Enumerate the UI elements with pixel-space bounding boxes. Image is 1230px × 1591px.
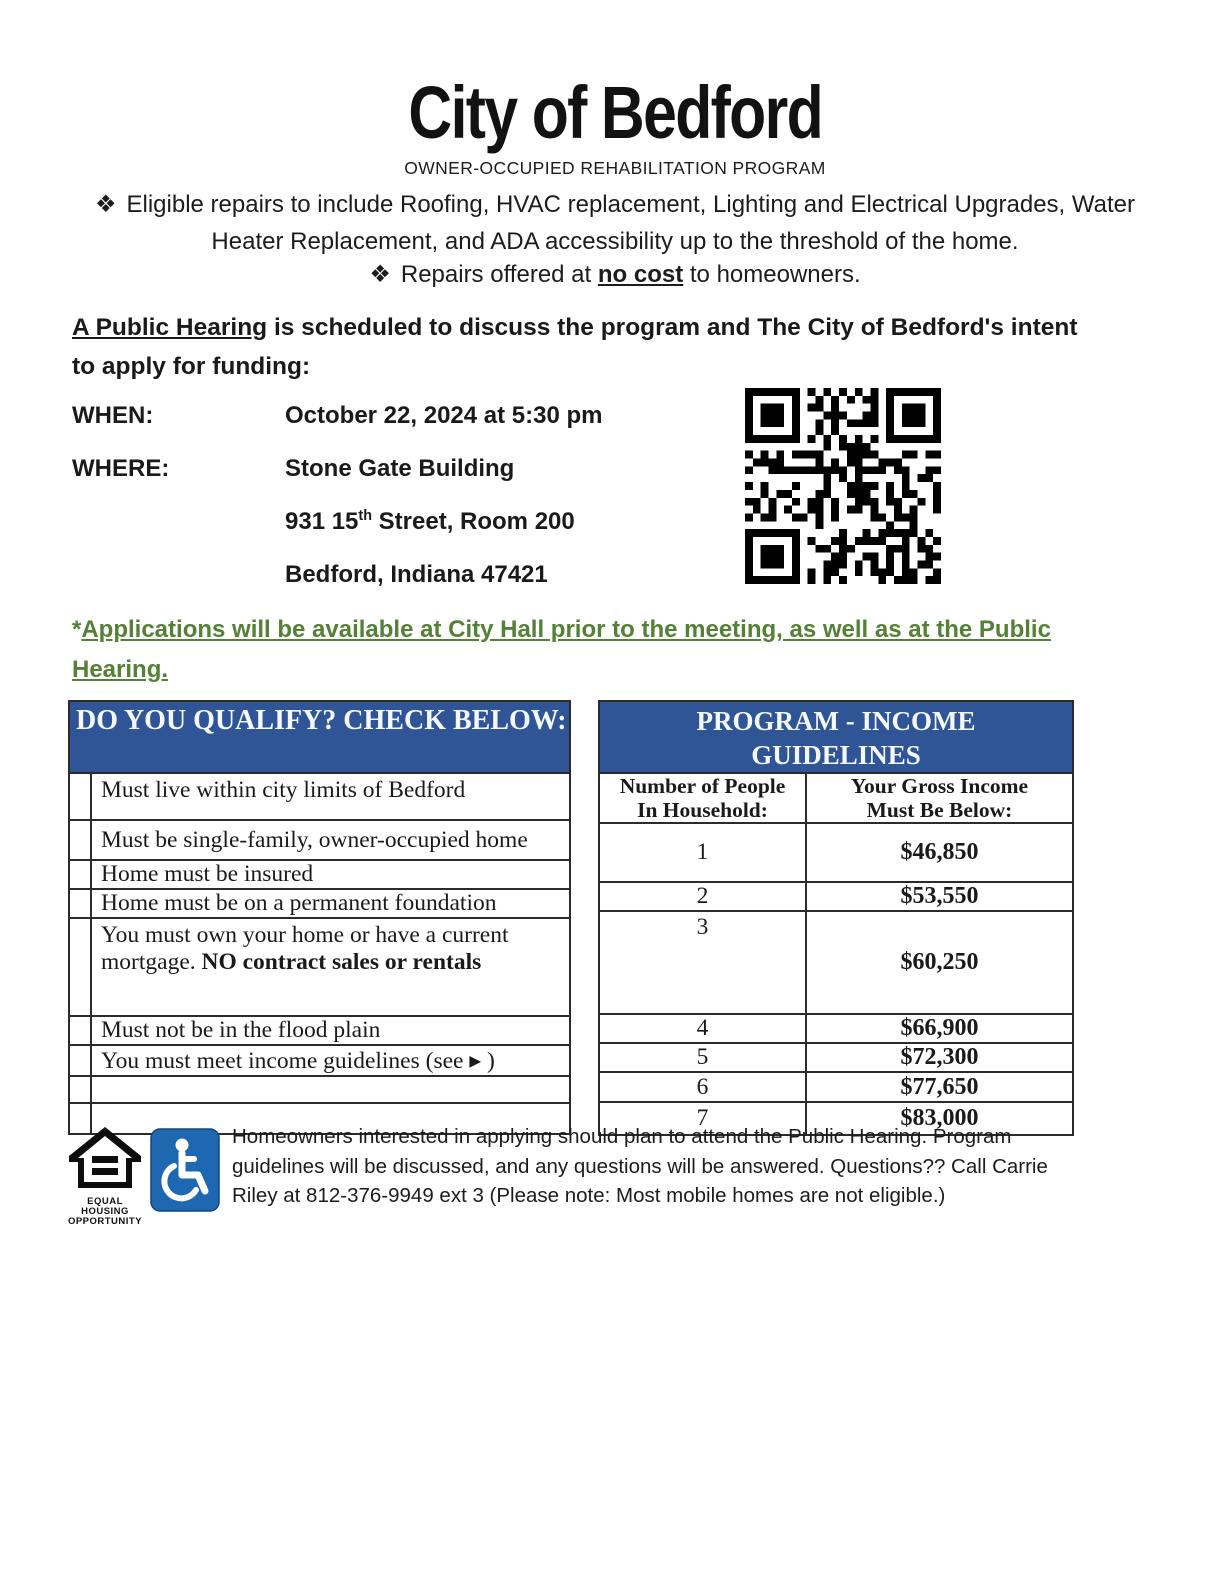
- col-income-header: Your Gross Income Must Be Below:: [806, 773, 1073, 823]
- checkbox-cell[interactable]: [69, 1045, 91, 1076]
- qualify-row: [69, 820, 570, 860]
- program-subtitle: OWNER-OCCUPIED REHABILITATION PROGRAM: [404, 158, 826, 178]
- equal-housing-house-icon: [66, 1126, 144, 1192]
- no-cost-emphasis: no cost: [597, 261, 684, 288]
- checkbox-cell[interactable]: [69, 820, 91, 860]
- income-limit: $60,250: [806, 911, 1073, 1014]
- col-people-header: Number of People In Household:: [599, 773, 806, 823]
- people-count: 3: [599, 911, 806, 1014]
- income-limit: $53,550: [806, 882, 1073, 911]
- qualify-text-bold: NO contract sales or rentals: [201, 949, 482, 975]
- eligible-repairs-text: Eligible repairs to include Roofing, HVAC replacement, Lighting and Electrical Upgrades, Water Heater Replacement, and ADA accessibility up to the threshold of the home.: [126, 191, 1136, 255]
- people-count: 7: [599, 1102, 806, 1135]
- where-city: Bedford, Indiana 47421: [285, 561, 548, 588]
- where-label: WHERE:: [72, 455, 170, 482]
- people-count: 4: [599, 1014, 806, 1043]
- applications-note: [72, 610, 1087, 690]
- qualify-row: [69, 918, 570, 1016]
- when-label: WHEN:: [72, 402, 154, 429]
- qualify-row: [69, 773, 570, 820]
- income-header-line1: PROGRAM - INCOME: [696, 706, 976, 736]
- qualify-table-header: DO YOU QUALIFY? CHECK BELOW:: [69, 701, 570, 773]
- checkbox-cell[interactable]: [69, 860, 91, 889]
- income-limit: $46,850: [806, 823, 1073, 882]
- income-row: [599, 823, 1073, 882]
- street-ordinal: th: [358, 508, 372, 524]
- equal-housing-label-line1: EQUAL HOUSING: [81, 1196, 129, 1217]
- income-row: [599, 1072, 1073, 1102]
- note-asterisk: *: [72, 616, 82, 643]
- income-table-header: [599, 701, 1073, 773]
- diamond-bullet-icon: ❖: [94, 191, 117, 218]
- income-limit: $66,900: [806, 1014, 1073, 1043]
- income-limit: $77,650: [806, 1072, 1073, 1102]
- checkbox-cell[interactable]: [69, 773, 91, 820]
- qualify-text: Home must be on a permanent foundation: [91, 889, 570, 918]
- qualify-text: [91, 1076, 570, 1103]
- note-text: Applications will be available at City Hall prior to the meeting, as well as at the Public Hearing.: [72, 616, 1051, 683]
- qualify-row: [69, 1076, 570, 1103]
- no-cost-post: to homeowners.: [683, 261, 861, 288]
- checkbox-cell[interactable]: [69, 889, 91, 918]
- where-street: [285, 508, 575, 536]
- street-rest: Street, Room 200: [372, 508, 575, 535]
- when-value: October 22, 2024 at 5:30 pm: [285, 402, 603, 429]
- income-guidelines-table: [598, 700, 1074, 1136]
- income-row: [599, 882, 1073, 911]
- equal-housing-logo: [64, 1126, 146, 1227]
- people-count: 1: [599, 823, 806, 882]
- qualify-text: Must live within city limits of Bedford: [91, 773, 570, 820]
- income-row: [599, 911, 1073, 1014]
- public-hearing-lead: A Public Hearing: [72, 314, 268, 341]
- public-hearing-rest: is scheduled to discuss the program and The City of Bedford's intent to apply for funding:: [72, 314, 1078, 380]
- checkbox-cell[interactable]: [69, 918, 91, 1016]
- qr-code: [745, 388, 941, 584]
- income-row: [599, 1043, 1073, 1072]
- equal-housing-label-line2: OPPORTUNITY: [67, 1216, 143, 1227]
- footer-paragraph: Homeowners interested in applying should plan to attend the Public Hearing. Program guidelines will be discussed, and any questions will be answered. Questions?? Call Carrie Riley at 812-376-9949 ext 3 (Please note: Most mobile homes are not eligible.): [232, 1125, 1048, 1207]
- people-count: 5: [599, 1043, 806, 1072]
- income-column-headers: [599, 773, 1073, 823]
- qualify-text: Must not be in the flood plain: [91, 1016, 570, 1045]
- page-title: City of Bedford: [408, 71, 822, 154]
- accessibility-icon: [150, 1128, 220, 1212]
- qualify-table: [68, 700, 571, 1135]
- checkbox-cell[interactable]: [69, 1016, 91, 1045]
- qualify-text: Must be single-family, owner-occupied home: [91, 820, 570, 860]
- qualify-text: You must meet income guidelines (see ▸ ): [91, 1045, 570, 1076]
- public-hearing-paragraph: [72, 308, 1090, 386]
- qualify-row: [69, 1045, 570, 1076]
- no-cost-bullet: [0, 260, 1230, 289]
- diamond-bullet-icon: ❖: [369, 261, 391, 288]
- qualify-row: [69, 1016, 570, 1045]
- street-number: 931 15: [285, 508, 359, 535]
- checkbox-cell[interactable]: [69, 1076, 91, 1103]
- income-row: [599, 1014, 1073, 1043]
- income-header-line2: GUIDELINES: [751, 740, 921, 770]
- eligible-repairs-bullet: [87, 186, 1143, 260]
- income-limit: $72,300: [806, 1043, 1073, 1072]
- qualify-text-normal: You must own your home or have a current mortgage.: [101, 922, 509, 975]
- income-limit: $83,000: [806, 1102, 1073, 1135]
- no-cost-pre: Repairs offered at: [400, 261, 598, 288]
- people-count: 2: [599, 882, 806, 911]
- qualify-row: [69, 889, 570, 918]
- qualify-text: Home must be insured: [91, 860, 570, 889]
- people-count: 6: [599, 1072, 806, 1102]
- qualify-text: [91, 918, 570, 1016]
- page-title-wrap: [0, 70, 1230, 155]
- where-building: Stone Gate Building: [285, 455, 515, 482]
- qualify-row: [69, 860, 570, 889]
